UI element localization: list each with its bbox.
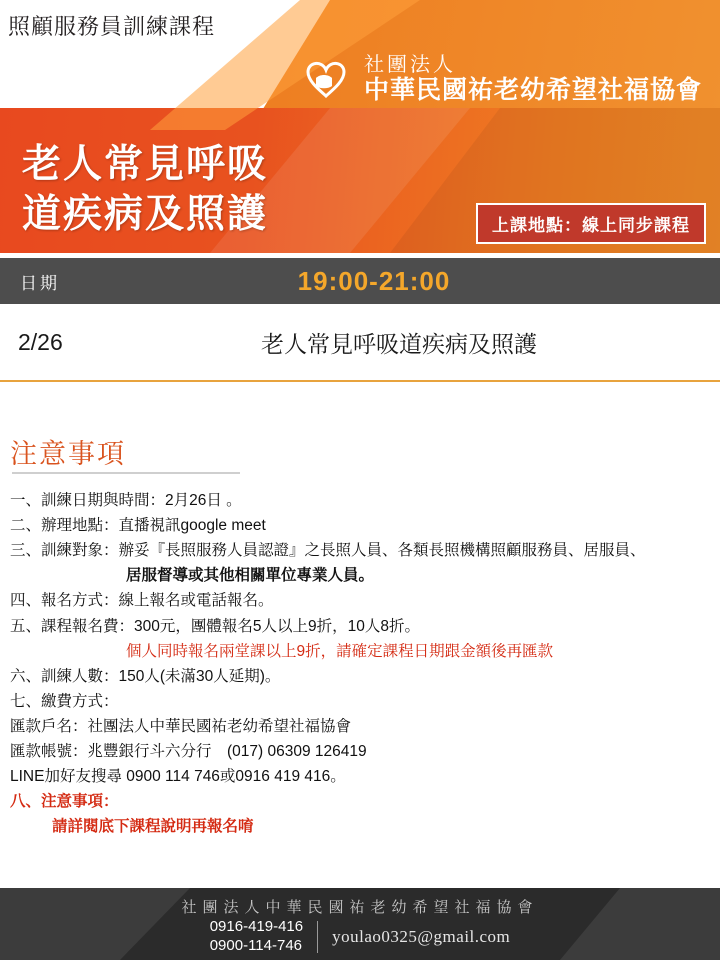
notes-line: 二、辦理地點：直播視訊google meet (10, 517, 266, 535)
footer-contact (0, 918, 720, 956)
notes-line: 一、訓練日期與時間：2月26日 。 (10, 492, 242, 509)
date-column-label: 日期 (20, 273, 60, 293)
notes-line: 七、繳費方式： (10, 692, 119, 710)
organization-logo (298, 52, 702, 108)
notes-line: 三、訓練對象：辦妥『長照服務人員認證』之長照人員、各類長照機構照顧服務員、居服員、 (10, 542, 646, 560)
notes-line: 五、課程報名費：300元，團體報名5人以上9折，10人8折。 (10, 617, 420, 635)
notes-divider (12, 472, 240, 474)
footer-phone-2: 0900-114-746 (209, 936, 303, 954)
notes-line: 匯款帳號：兆豐銀行斗六分行 (017) 06309 126419 (10, 743, 367, 761)
org-line-1: 社團法人 (363, 54, 456, 77)
notes-line: 居服督導或其他相關單位專業人員。 (126, 567, 375, 585)
schedule-course-name: 老人常見呼吸道疾病及照護 (261, 330, 537, 357)
notes-line: 四、報名方式：線上報名或電話報名。 (10, 592, 274, 610)
org-line-2: 中華民國祐老幼希望社福協會 (363, 77, 702, 105)
datetime-bar (0, 258, 720, 304)
heart-hand-icon (298, 52, 354, 108)
footer-phone-numbers (210, 918, 303, 956)
footer-separator (317, 921, 318, 953)
notes-line: 八、注意事項： (10, 793, 119, 811)
program-title: 照顧服務員訓練課程 (8, 14, 216, 39)
notes-line: 個人同時報名兩堂課以上9折，請確定課程日期跟金額後再匯款 (126, 642, 554, 660)
footer-phone-1: 0916-419-416 (209, 918, 304, 935)
time-range: 19:00-21:00 (297, 265, 451, 296)
course-title (22, 140, 268, 240)
notes-heading: 注意事項 (10, 439, 126, 469)
location-badge: 上課地點：線上同步課程 (476, 203, 706, 244)
schedule-row (0, 304, 720, 382)
notes-line: LINE加好友搜尋 0900 114 746或0916 419 416。 (10, 768, 346, 786)
notes-line: 六、訓練人數：150人(未滿30人延期)。 (10, 667, 281, 685)
footer-organization-name: 社團法人中華民國祐老幼希望社福協會 (181, 900, 539, 916)
organization-name (364, 54, 702, 106)
footer-email: youlao0325@gmail.com (332, 926, 511, 946)
poster-footer (0, 888, 720, 960)
schedule-date: 2/26 (18, 328, 63, 355)
poster-header (0, 0, 720, 310)
notes-body (10, 488, 710, 840)
notes-line: 請詳閱底下課程說明再報名唷 (52, 818, 254, 836)
course-title-line-2: 道疾病及照護 (22, 192, 269, 236)
notes-line: 匯款戶名：社團法人中華民國祐老幼希望社福協會 (10, 717, 352, 735)
course-title-line-1: 老人常見呼吸 (22, 143, 269, 186)
